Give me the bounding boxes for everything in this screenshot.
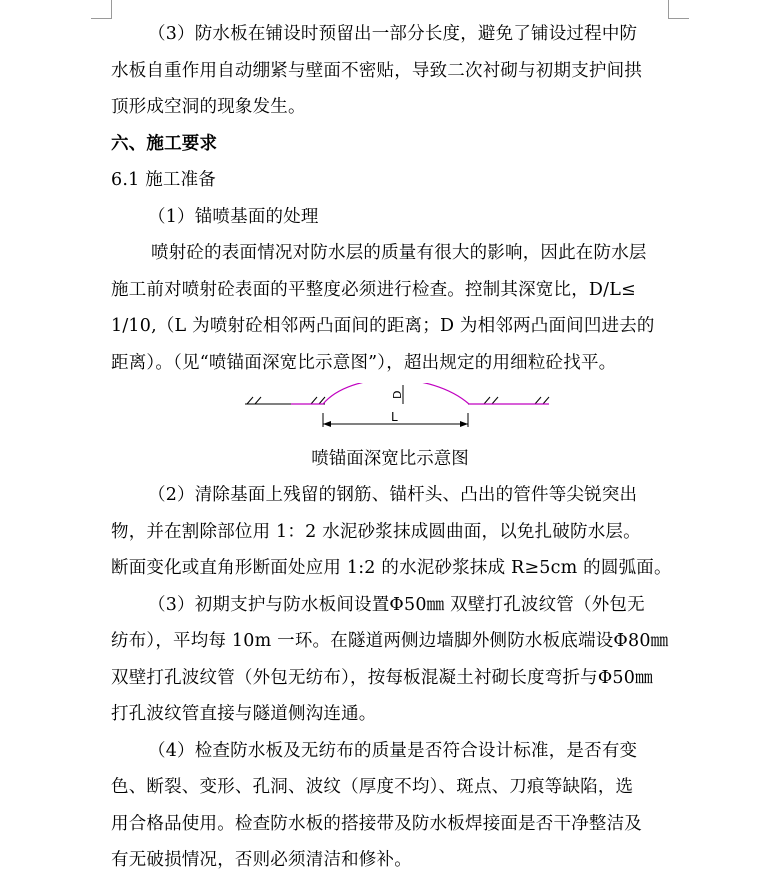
paragraph-line: （3）初期支护与防水板间设置Φ50㎜ 双壁打孔波纹管（外包无 xyxy=(148,594,645,615)
label-l: L xyxy=(391,410,398,424)
paragraph-line: 施工前对喷射砼表面的平整度必须进行检查。控制其深宽比，D/L≤ xyxy=(111,279,636,300)
diagram-svg xyxy=(111,383,669,441)
paragraph-line: （3）防水板在铺设时预留出一部分长度，避免了铺设过程中防 xyxy=(148,24,638,44)
paragraph-line: 用合格品使用。检查防水板的搭接带及防水板焊接面是否干净整洁及 xyxy=(111,813,642,834)
paragraph-line: 双壁打孔波纹管（外包无纺布），按每板混凝土衬砌长度弯折与Φ50㎜ xyxy=(111,667,653,688)
diagram-caption: 喷锚面深宽比示意图 xyxy=(311,449,469,469)
paragraph-line: 色、断裂、变形、孔洞、波纹（厚度不均）、斑点、刀痕等缺陷，选 xyxy=(111,777,634,797)
paragraph-line: 1/10,（L 为喷射砼相邻两凸面间的距离；D 为相邻两凸面间凹进去的 xyxy=(111,316,655,336)
paragraph-line: （2）清除基面上残留的钢筋、锚杆头、凸出的管件等尖锐突出 xyxy=(148,485,638,505)
section-heading: 六、施工要求 xyxy=(111,133,218,154)
page-corner-mark-right xyxy=(668,0,689,19)
shotcrete-surface-curve xyxy=(291,383,549,404)
hatch-marks-right xyxy=(484,397,549,404)
paragraph-line: 断面变化或直角形断面处应用 1:2 的水泥砂浆抹成 R≥5cm 的圆弧面。 xyxy=(111,558,672,578)
document-body xyxy=(111,16,672,879)
paragraph-line: 距离）。（见“喷锚面深宽比示意图”），超出规定的用细粒砼找平。 xyxy=(111,352,617,373)
hatch-marks-left xyxy=(247,397,325,404)
paragraph-line: 打孔波纹管直接与隧道侧沟连通。 xyxy=(111,704,377,724)
paragraph-line: 纺布），平均每 10m 一环。在隧道两侧边墙脚外侧防水板底端设Φ80㎜ xyxy=(111,631,669,651)
paragraph-line: 喷射砼的表面情况对防水层的质量有很大的影响，因此在防水层 xyxy=(151,243,647,263)
paragraph-line: 物，并在割除部位用 1：2 水泥砂浆抹成圆曲面，以免扎破防水层。 xyxy=(111,521,641,542)
subsection-heading: 6.1 施工准备 xyxy=(111,170,216,190)
width-arrow-right xyxy=(460,421,468,427)
item-title: （1）锚喷基面的处理 xyxy=(148,206,319,227)
paragraph-line: 顶形成空洞的现象发生。 xyxy=(111,97,306,117)
paragraph-line: 水板自重作用自动绷紧与壁面不密贴，导致二次衬砌与初期支护间拱 xyxy=(111,60,642,81)
paragraph-line: （4）检查防水板及无纺布的质量是否符合设计标准，是否有变 xyxy=(148,740,638,761)
page-corner-mark-left xyxy=(91,0,112,19)
depth-width-ratio-diagram xyxy=(111,383,669,441)
width-arrow-left xyxy=(323,421,331,427)
label-d: D xyxy=(391,390,404,399)
paragraph-line: 有无破损情况，否则必须清洁和修补。 xyxy=(111,850,412,870)
